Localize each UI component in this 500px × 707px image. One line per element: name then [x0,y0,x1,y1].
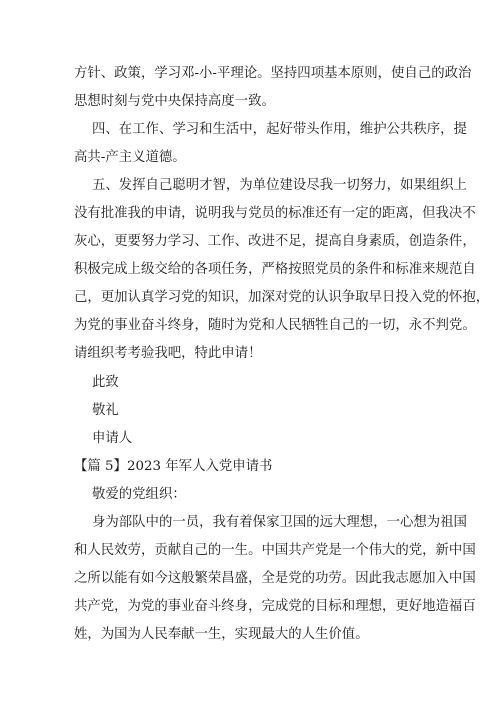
paragraph-line: 己，更加认真学习党的知识，加深对党的认识争取早日投入党的怀抱， [74,290,490,305]
paragraph-line: 灰心，更要努力学习、工作、改进不足，提高自身素质，创造条件， [74,234,476,249]
paragraph-line: 思想时刻与党中央保持高度一致。 [74,94,275,109]
paragraph-line: 没有批准我的申请，说明我与党员的标准还有一定的距离，但我决不 [74,206,476,221]
paragraph-line: 为党的事业奋斗终身，随时为党和人民牺牲自己的一切，永不判党。 [74,318,476,333]
section-heading: 【篇 5】2023 年军人入党申请书 [74,459,273,474]
paragraph-line: 高共-产主义道德。 [74,150,186,165]
paragraph-line: 方针、政策，学习邓-小-平理论。坚持四项基本原则，使自己的政治 [74,66,472,81]
paragraph-line: 请组织考考验我吧，特此申请！ [74,346,262,361]
closing-jing-li: 敬礼 [92,403,119,418]
paragraph-line: 共产党，为党的事业奋斗终身，完成党的目标和理想，更好地造福百 [74,599,476,614]
salutation: 敬爱的党组织： [92,487,186,502]
closing-ci-zhi: 此致 [92,375,119,390]
paragraph-line: 四、在工作、学习和生活中，起好带头作用，维护公共秩序，提 [92,122,467,137]
paragraph-line: 积极完成上级交给的各项任务，严格按照党员的条件和标准来规范自 [74,262,476,277]
paragraph-line: 姓，为国为人民奉献一生，实现最大的人生价值。 [74,627,369,642]
paragraph-line: 身为部队中的一员，我有着保家卫国的远大理想，一心想为祖国 [92,515,467,530]
paragraph-line: 和人民效劳，贡献自己的一生。中国共产党是一个伟大的党，新中国 [74,543,476,558]
paragraph-line: 之所以能有如今这般繁荣昌盛，全是党的功劳。因此我志愿加入中国 [74,571,476,586]
applicant-label: 申请人 [92,431,133,446]
paragraph-line: 五、发挥自己聪明才智，为单位建设尽我一切努力，如果组织上 [92,178,467,193]
